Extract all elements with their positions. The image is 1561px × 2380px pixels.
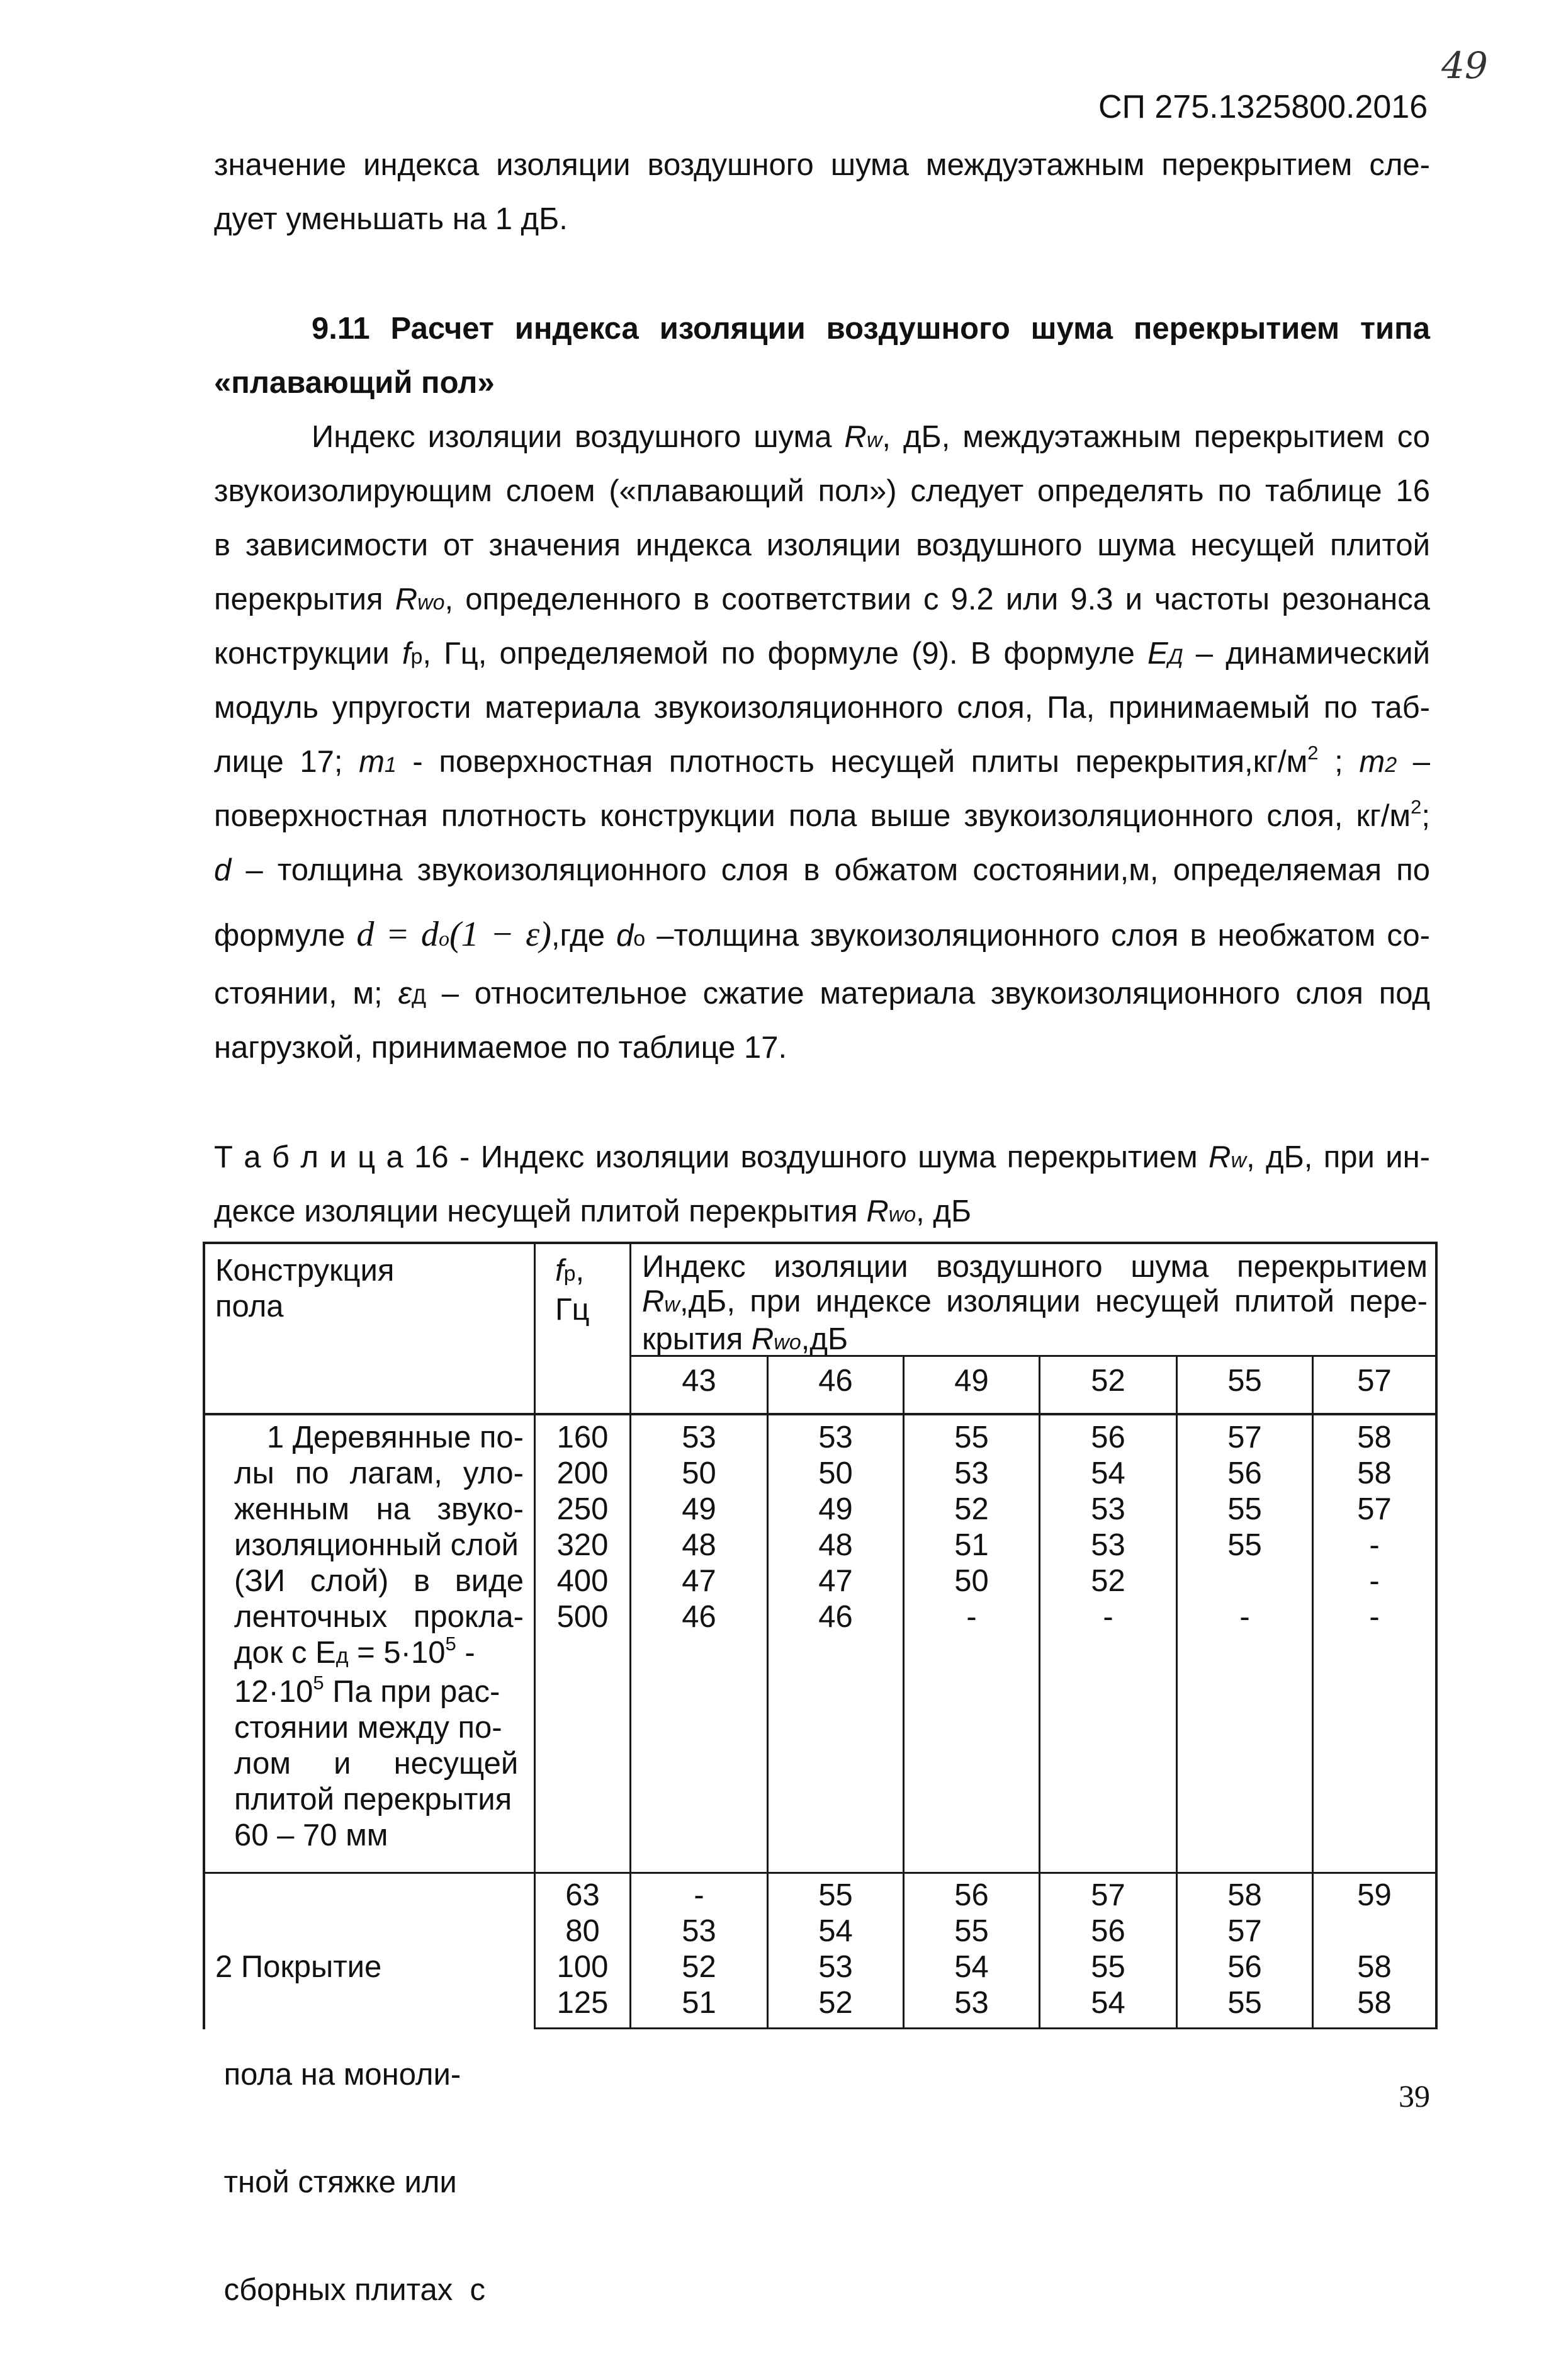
- formula-thickness: d = do(1 − ε): [356, 915, 551, 954]
- value-cell: -: [1369, 1528, 1380, 1562]
- value-cell: 58: [1357, 1420, 1392, 1454]
- value-cell: 58: [1227, 1878, 1262, 1912]
- value-cell: 55: [1227, 1492, 1262, 1526]
- value-cell: 49: [818, 1492, 853, 1526]
- value-cell: 56: [1227, 1950, 1262, 1984]
- value-cell: 50: [954, 1564, 989, 1598]
- value-cell: [1178, 1563, 1312, 1599]
- fp-cell: 63: [565, 1878, 600, 1912]
- rwo-header-55: 55: [1227, 1364, 1262, 1398]
- header-fp: fр, Гц: [555, 1254, 590, 1327]
- value-cell: -: [1369, 1564, 1380, 1598]
- value-cell: 58: [1357, 1950, 1392, 1984]
- row-1-col-46: [769, 1420, 903, 1635]
- value-cell: 46: [818, 1600, 853, 1634]
- value-cell: 53: [954, 1986, 989, 2020]
- row-1-col-52: [1040, 1420, 1176, 1635]
- value-cell: 56: [954, 1878, 989, 1912]
- paragraph-line-9: d – толщина звукоизоляционного слоя в обжатом состоянии,м, определяемая по: [214, 853, 1430, 887]
- fp-cell: 500: [556, 1600, 609, 1634]
- table-border-top: [203, 1242, 1438, 1244]
- value-cell: 52: [1091, 1564, 1125, 1598]
- row-1-col-49: [904, 1420, 1039, 1635]
- value-cell: 56: [1091, 1420, 1125, 1454]
- value-cell: 53: [954, 1456, 989, 1490]
- fp-cell: 320: [556, 1528, 609, 1562]
- rwo-header-57: 57: [1357, 1364, 1392, 1398]
- value-cell: 52: [954, 1492, 989, 1526]
- value-cell: 58: [1357, 1986, 1392, 2020]
- table-border-row-separator: [203, 1872, 1438, 1874]
- row-2-col-43: [631, 1878, 767, 2021]
- intro-line-1: значение индекса изоляции воздушного шума междуэтажным перекрытием сле-: [214, 148, 1430, 182]
- value-cell: -: [694, 1878, 704, 1912]
- row-2-col-46: [769, 1878, 903, 2021]
- value-cell: 48: [818, 1528, 853, 1562]
- value-cell: 52: [818, 1986, 853, 2020]
- value-cell: 57: [1227, 1420, 1262, 1454]
- value-cell: -: [1103, 1600, 1113, 1634]
- value-cell: 47: [818, 1564, 853, 1598]
- value-cell: 55: [1091, 1950, 1125, 1984]
- value-cell: -: [966, 1600, 977, 1634]
- value-cell: 56: [1227, 1456, 1262, 1490]
- header-construction: Конструкция пола: [215, 1254, 395, 1323]
- fp-cell: 125: [556, 1986, 609, 2020]
- rwo-header-52: 52: [1091, 1364, 1125, 1398]
- page-number: 39: [1399, 2078, 1430, 2114]
- value-cell: 54: [818, 1914, 853, 1948]
- row-2-col-52: [1040, 1878, 1176, 2021]
- value-cell: 58: [1357, 1456, 1392, 1490]
- row-1-description: 1 Деревянные по- лы по лагам, уло- женным на звуко- изоляционный слой (ЗИ слой) в виде ленточных прокла- док с Ед = $5\cdot 10^5$ - $12\cdot 10^5$ Па при рас- стоянии между по- лом и несущей плитой перекрытия 60 – 70 мм: [234, 1420, 524, 1852]
- table-caption-line-2: дексе изоляции несущей плитой перекрытия Rwo, дБ: [214, 1194, 972, 1228]
- value-cell: 53: [1091, 1492, 1125, 1526]
- paragraph-line-4: перекрытия Rwo, определенного в соответствии с 9.2 или 9.3 и частоты резонанса: [214, 582, 1430, 616]
- paragraph-line-2: звукоизолирующим слоем («плавающий пол») следует определять по таблице 16: [214, 474, 1430, 508]
- value-cell: [1314, 1913, 1435, 1949]
- value-cell: 54: [1091, 1986, 1125, 2020]
- row-1-col-55: [1178, 1420, 1312, 1635]
- value-cell: 57: [1227, 1914, 1262, 1948]
- paragraph-line-1: Индекс изоляции воздушного шума Rw, дБ, междуэтажным перекрытием со: [312, 420, 1430, 454]
- fp-cell: 160: [556, 1420, 609, 1454]
- row-1-fp-column: [536, 1420, 629, 1635]
- rwo-header-46: 46: [818, 1364, 853, 1398]
- handwritten-page-number: 49: [1441, 44, 1488, 87]
- row-2-col-57: [1314, 1878, 1435, 2021]
- value-cell: 51: [682, 1986, 716, 2020]
- intro-line-2: дует уменьшать на 1 дБ.: [214, 202, 568, 236]
- rwo-header-49: 49: [954, 1364, 989, 1398]
- row-1-col-57: [1314, 1420, 1435, 1635]
- value-cell: 55: [1227, 1528, 1262, 1562]
- header-index-span: Индекс изоляции воздушного шума перекрытием Rw,дБ, при индексе изоляции несущей плитой пере- крытия Rwo,дБ: [642, 1250, 1428, 1356]
- value-cell: 54: [1091, 1456, 1125, 1490]
- value-cell: 57: [1091, 1878, 1125, 1912]
- value-cell: 53: [682, 1914, 716, 1948]
- document-code: СП 275.1325800.2016: [1098, 89, 1428, 125]
- row-2-description: 2 Покрытие пола на моноли- тной стяжке или сборных плитах с: [215, 1950, 485, 2307]
- table-border-left: [203, 1242, 205, 2029]
- paragraph-line-11: стоянии, м; εД – относительное сжатие материала звукоизоляционного слоя под: [214, 977, 1431, 1011]
- fp-cell: 250: [556, 1492, 609, 1526]
- fp-cell: 200: [556, 1456, 609, 1490]
- value-cell: 55: [1227, 1986, 1262, 2020]
- value-cell: 46: [682, 1600, 716, 1634]
- row-2-col-49: [904, 1878, 1039, 2021]
- fp-cell: 100: [556, 1950, 609, 1984]
- table-border-header-bottom: [203, 1413, 1438, 1415]
- paragraph-line-12: нагрузкой, принимаемое по таблице 17.: [214, 1031, 787, 1065]
- row-2-fp-column: [536, 1878, 629, 2021]
- value-cell: 53: [1091, 1528, 1125, 1562]
- row-2-col-55: [1178, 1878, 1312, 2021]
- section-heading-line-2: «плавающий пол»: [214, 366, 495, 400]
- value-cell: 49: [682, 1492, 716, 1526]
- value-cell: 55: [954, 1420, 989, 1454]
- value-cell: 50: [818, 1456, 853, 1490]
- table-border-right: [1435, 1242, 1438, 2029]
- paragraph-line-10: формуле d = do(1 − ε),где do –толщина звукоизоляционного слоя в необжатом со-: [214, 915, 1430, 954]
- value-cell: 56: [1091, 1914, 1125, 1948]
- value-cell: 53: [818, 1420, 853, 1454]
- rwo-header-43: 43: [682, 1364, 716, 1398]
- table-border-bottom-right: [534, 2027, 1438, 2029]
- value-cell: 50: [682, 1456, 716, 1490]
- paragraph-line-3: в зависимости от значения индекса изоляции воздушного шума несущей плитой: [214, 528, 1430, 562]
- row-1-col-43: [631, 1420, 767, 1635]
- value-cell: 59: [1357, 1878, 1392, 1912]
- table-caption: Т а б л и ц а 16 - Индекс изоляции воздушного шума перекрытием Rw, дБ, при ин-: [214, 1140, 1430, 1174]
- value-cell: 55: [818, 1878, 853, 1912]
- value-cell: 51: [954, 1528, 989, 1562]
- section-heading: 9.11 Расчет индекса изоляции воздушного шума перекрытием типа: [312, 312, 1430, 346]
- value-cell: 54: [954, 1950, 989, 1984]
- value-cell: -: [1239, 1600, 1250, 1634]
- paragraph-line-6: модуль упругости материала звукоизоляционного слоя, Па, принимаемый по таб-: [214, 691, 1430, 725]
- value-cell: 53: [818, 1950, 853, 1984]
- paragraph-line-5: конструкции fр, Гц, определяемой по формуле (9). В формуле ЕД – динамический: [214, 637, 1430, 671]
- paragraph-line-8: поверхностная плотность конструкции пола выше звукоизоляционного слоя, $кг/м^2$;: [214, 796, 1430, 833]
- fp-cell: 80: [565, 1914, 600, 1948]
- paragraph-line-7: лице 17; m1 - поверхностная плотность несущей плиты $перекрытия,кг/м^2$ ; m2 –: [214, 742, 1430, 779]
- value-cell: 52: [682, 1950, 716, 1984]
- fp-cell: 400: [556, 1564, 609, 1598]
- value-cell: -: [1369, 1600, 1380, 1634]
- value-cell: 55: [954, 1914, 989, 1948]
- value-cell: 57: [1357, 1492, 1392, 1526]
- value-cell: 53: [682, 1420, 716, 1454]
- value-cell: 47: [682, 1564, 716, 1598]
- value-cell: 48: [682, 1528, 716, 1562]
